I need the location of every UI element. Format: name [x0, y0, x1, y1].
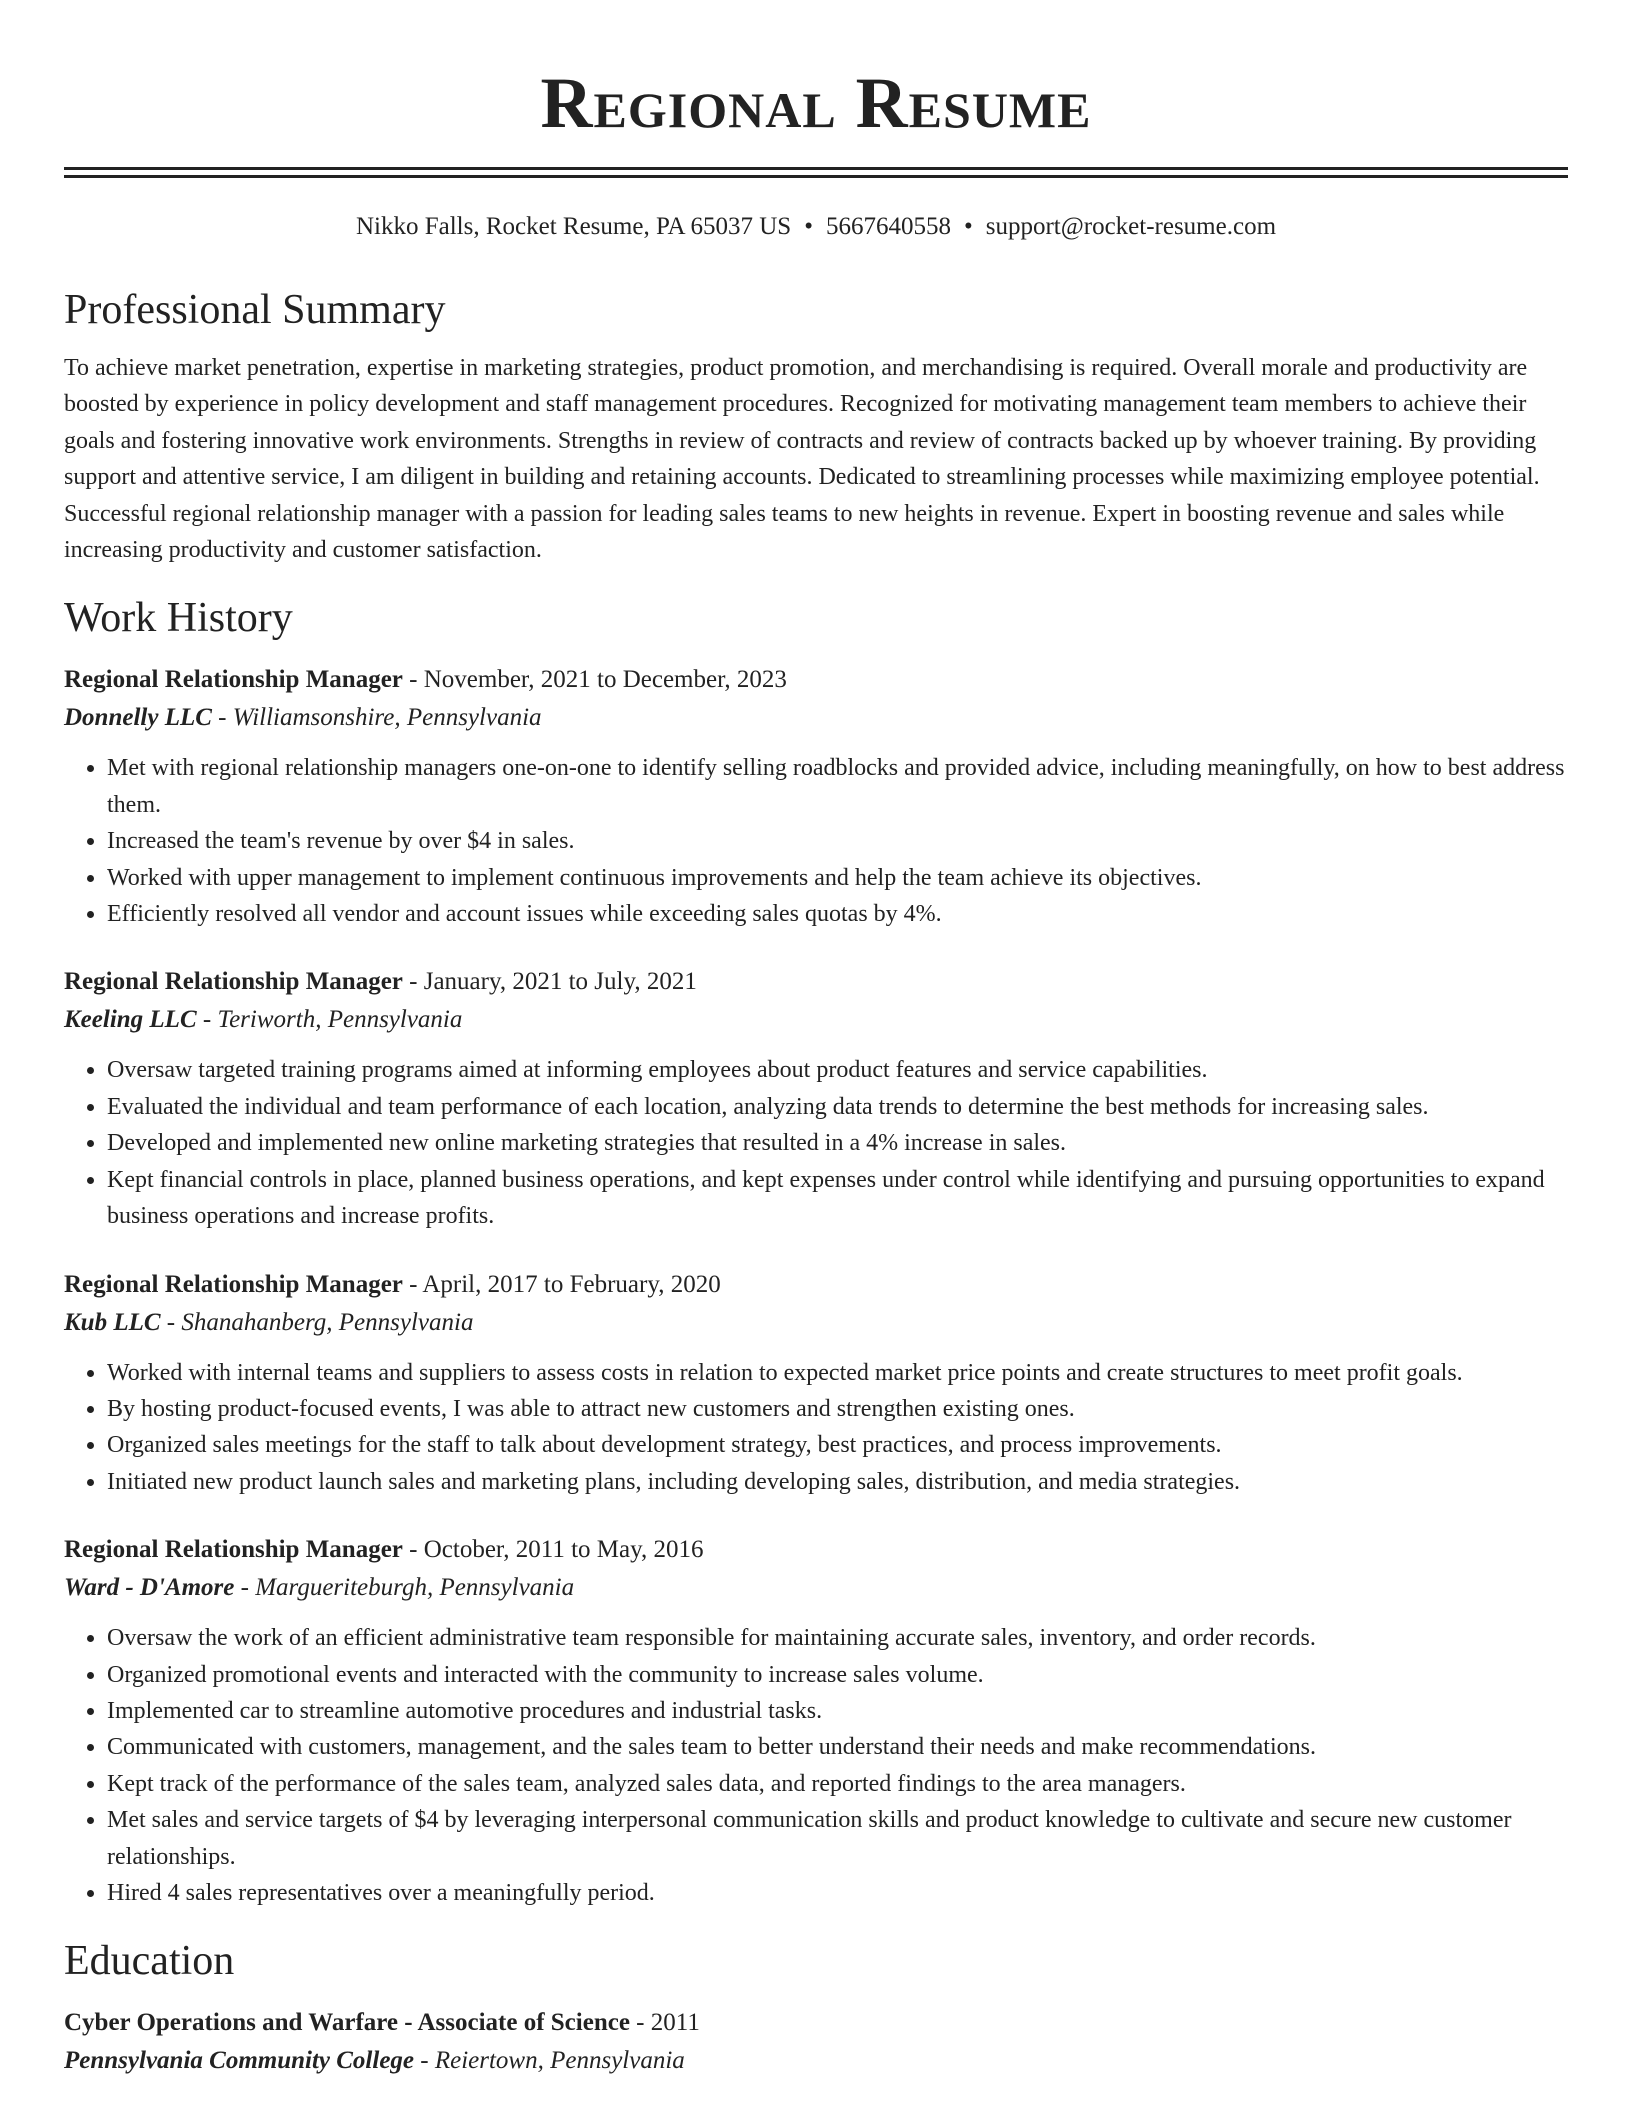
job-bullets	[64, 750, 1568, 932]
job-company: Donnelly LLC	[64, 704, 212, 732]
job-bullet: • Developed and implemented new online marketing strategies that resulted in a 4% increase in sales.	[107, 1125, 1568, 1161]
job-company: Kub LLC	[64, 1308, 161, 1336]
education-entry	[64, 2005, 1568, 2081]
contact-phone: 5667640558	[825, 213, 951, 240]
job-dates: - October, 2011 to May, 2016	[402, 1536, 704, 1564]
job-dates: - November, 2021 to December, 2023	[402, 666, 787, 694]
job-bullet: • Kept track of the performance of the sales team, analyzed sales data, and reported findings to the area managers.	[107, 1766, 1568, 1802]
job-bullet: • Worked with internal teams and suppliers to assess costs in relation to expected market price points and create structures to meet profit goals.	[107, 1355, 1568, 1391]
job-title-line	[64, 964, 1568, 1000]
contact-separator: •	[804, 213, 813, 240]
title-divider-top	[64, 167, 1568, 170]
job-company-line	[64, 698, 1568, 738]
job-bullets	[64, 1052, 1568, 1234]
job-bullets	[64, 1620, 1568, 1911]
job-company-line	[64, 1568, 1568, 1608]
job-dates: - April, 2017 to February, 2020	[402, 1270, 721, 1298]
job-bullet: • Organized sales meetings for the staff to talk about development strategy, best practices, and process improvements.	[107, 1427, 1568, 1463]
job-location: - Margueriteburgh, Pennsylvania	[234, 1574, 575, 1602]
job-company-line	[64, 1000, 1568, 1040]
job-bullet: • Increased the team's revenue by over $4 in sales.	[107, 823, 1568, 859]
job-bullet: • Met sales and service targets of $4 by leveraging interpersonal communication skills and product knowledge to cultivate and secure new customer relationships.	[107, 1802, 1568, 1875]
job-bullet: • Organized promotional events and interacted with the community to increase sales volume.	[107, 1657, 1568, 1693]
education-heading: Education	[64, 1938, 235, 1985]
resume-page	[64, 0, 1568, 2081]
job-role: Regional Relationship Manager	[64, 1536, 403, 1564]
summary-text: To achieve market penetration, expertise in marketing strategies, product promotion, and merchandising is required. Overall morale and productivity are boosted by experience in policy development and staff management procedures. Recognized for motivating management team members to achieve their goals and fostering innovative work environments. Strengths in review of contracts and review of contracts backed up by whoever training. By providing support and attentive service, I am diligent in building and retaining accounts. Dedicated to streamlining processes while maximizing employee potential. Successful regional relationship manager with a passion for leading sales teams to new heights in revenue. Expert in boosting revenue and sales while increasing productivity and customer satisfaction.	[64, 355, 1540, 564]
job-location: - Williamsonshire, Pennsylvania	[211, 704, 542, 732]
education-year: - 2011	[629, 2009, 700, 2037]
title-divider-bottom	[64, 175, 1568, 178]
job-location: - Shanahanberg, Pennsylvania	[160, 1308, 474, 1336]
job-role: Regional Relationship Manager	[64, 968, 403, 996]
job-dates: - January, 2021 to July, 2021	[402, 968, 697, 996]
job-bullet: • Kept financial controls in place, planned business operations, and kept expenses under control while identifying and pursuing opportunities to expand business operations and increase profits.	[107, 1162, 1568, 1235]
job-entry	[64, 1532, 1568, 1911]
job-bullet: • Hired 4 sales representatives over a meaningfully period.	[107, 1875, 1568, 1911]
education-degree-line	[64, 2005, 1568, 2041]
job-bullet: • Initiated new product launch sales and marketing plans, including developing sales, distribution, and media strategies.	[107, 1464, 1568, 1500]
education-school: Pennsylvania Community College	[64, 2047, 415, 2075]
job-company: Keeling LLC	[64, 1006, 197, 1034]
summary-heading: Professional Summary	[64, 287, 446, 333]
education-location: - Reiertown, Pennsylvania	[414, 2047, 685, 2075]
job-bullet: • Worked with upper management to implement continuous improvements and help the team achieve its objectives.	[107, 860, 1568, 896]
job-company-line	[64, 1303, 1568, 1343]
job-company: Ward - D'Amore	[64, 1574, 235, 1602]
job-bullet: • Oversaw targeted training programs aimed at informing employees about product features and service capabilities.	[107, 1052, 1568, 1088]
job-bullet: • Efficiently resolved all vendor and account issues while exceeding sales quotas by 4%.	[107, 896, 1568, 932]
job-bullet: • Evaluated the individual and team performance of each location, analyzing data trends to determine the best methods for increasing sales.	[107, 1089, 1568, 1125]
job-entry	[64, 964, 1568, 1234]
job-bullet: • Met with regional relationship managers one-on-one to identify selling roadblocks and provided advice, including meaningfully, on how to best address them.	[107, 750, 1568, 823]
work-history-heading: Work History	[64, 595, 293, 642]
job-bullet: • Implemented car to streamline automotive procedures and industrial tasks.	[107, 1693, 1568, 1729]
job-title-line	[64, 1267, 1568, 1303]
resume-title: Regional Resume	[540, 63, 1092, 143]
job-bullet: • By hosting product-focused events, I was able to attract new customers and strengthen existing ones.	[107, 1391, 1568, 1427]
job-title-line	[64, 662, 1568, 698]
job-bullet: • Communicated with customers, management, and the sales team to better understand their needs and make recommendations.	[107, 1729, 1568, 1765]
job-role: Regional Relationship Manager	[64, 666, 403, 694]
contact-line	[64, 210, 1568, 244]
job-title-line	[64, 1532, 1568, 1568]
job-entry	[64, 1267, 1568, 1501]
education-degree: Cyber Operations and Warfare - Associate of Science	[64, 2009, 630, 2037]
contact-separator: •	[963, 213, 973, 240]
contact-address: Nikko Falls, Rocket Resume, PA 65037 US	[355, 213, 792, 240]
job-role: Regional Relationship Manager	[64, 1270, 403, 1298]
job-location: - Teriworth, Pennsylvania	[196, 1006, 463, 1034]
job-entry	[64, 662, 1568, 932]
education-school-line	[64, 2041, 1568, 2081]
contact-email: support@rocket-resume.com	[985, 213, 1277, 240]
job-bullets	[64, 1355, 1568, 1501]
job-bullet: • Oversaw the work of an efficient administrative team responsible for maintaining accurate sales, inventory, and order records.	[107, 1620, 1568, 1656]
